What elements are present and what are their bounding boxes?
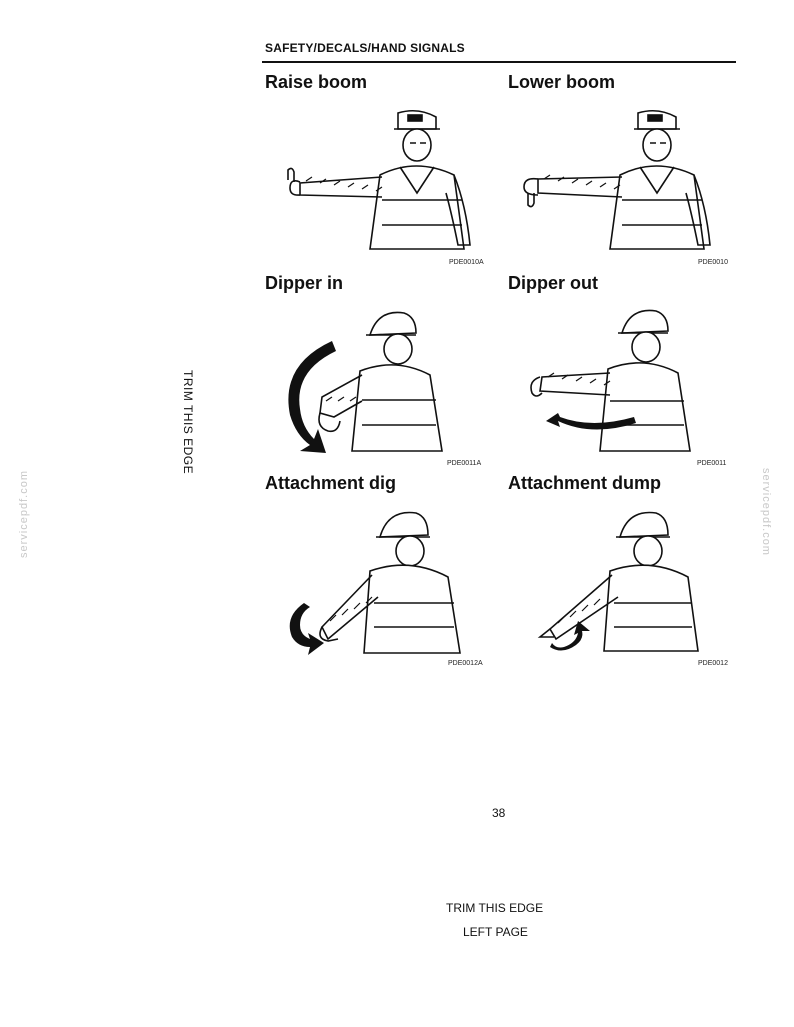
signal-title-lower-boom: Lower boom <box>508 72 615 92</box>
figure-code: PDE0012 <box>698 660 728 667</box>
page-number: 38 <box>492 806 506 820</box>
figure-code: PDE0011 <box>697 460 727 467</box>
dipper-in-illustration <box>270 305 490 455</box>
attachment-dig-illustration <box>270 505 490 655</box>
section-header: SAFETY/DECALS/HAND SIGNALS <box>265 41 465 55</box>
raise-boom-illustration <box>270 105 490 255</box>
figure-code: PDE0010 <box>698 259 728 266</box>
figure-code: PDE0011A <box>447 460 482 467</box>
footer-trim-edge: TRIM THIS EDGE <box>446 901 544 915</box>
footer-left-page: LEFT PAGE <box>463 925 528 939</box>
lower-boom-illustration <box>512 105 732 255</box>
signal-title-raise-boom: Raise boom <box>265 72 368 92</box>
figure-code: PDE0012A <box>448 660 483 667</box>
signal-title-dipper-out: Dipper out <box>508 273 598 293</box>
header-rule <box>262 61 736 63</box>
figure-code: PDE0010A <box>449 259 484 266</box>
trim-edge-side-label: TRIM THIS EDGE <box>181 370 195 475</box>
dipper-out-illustration <box>512 305 732 455</box>
watermark-right: servicepdf.com <box>760 468 772 556</box>
signal-title-attachment-dig: Attachment dig <box>265 473 397 493</box>
watermark-left: servicepdf.com <box>18 470 30 558</box>
signal-title-attachment-dump: Attachment dump <box>508 473 661 493</box>
signal-title-dipper-in: Dipper in <box>265 273 344 293</box>
attachment-dump-illustration <box>512 505 732 655</box>
